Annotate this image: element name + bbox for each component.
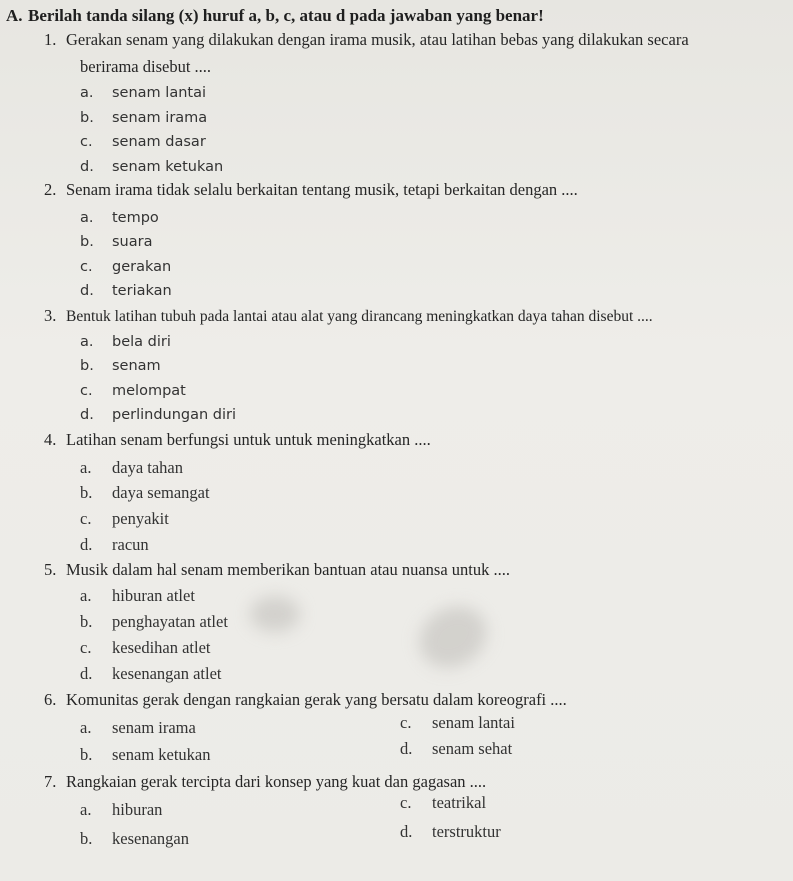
option-text: senam xyxy=(112,358,161,374)
option-letter: d. xyxy=(80,535,93,554)
option-text: kesenangan atlet xyxy=(112,664,222,683)
option-text: penghayatan atlet xyxy=(112,612,228,631)
option[interactable] xyxy=(80,800,162,820)
option[interactable] xyxy=(80,110,207,126)
option-text: terstruktur xyxy=(432,822,501,841)
option-text: bela diri xyxy=(112,334,171,350)
option-text: tempo xyxy=(112,210,159,226)
question-2 xyxy=(44,180,578,200)
option[interactable] xyxy=(80,407,236,423)
option-letter: d. xyxy=(80,407,94,423)
option-text: melompat xyxy=(112,383,186,399)
option[interactable] xyxy=(80,535,149,555)
option[interactable] xyxy=(80,829,189,849)
question-number: 6. xyxy=(44,690,57,709)
option[interactable] xyxy=(80,210,159,226)
option-text: penyakit xyxy=(112,509,169,528)
option[interactable] xyxy=(400,793,486,813)
option[interactable] xyxy=(80,85,206,101)
option[interactable] xyxy=(80,612,228,632)
option-text: teriakan xyxy=(112,283,172,299)
option[interactable] xyxy=(80,159,223,175)
option-letter: c. xyxy=(80,509,92,528)
option[interactable] xyxy=(400,739,512,759)
option-letter: b. xyxy=(80,612,93,631)
option-text: senam irama xyxy=(112,718,196,737)
option-text: gerakan xyxy=(112,259,172,275)
option-letter: a. xyxy=(80,718,92,737)
option-letter: b. xyxy=(80,745,93,764)
option[interactable] xyxy=(80,458,183,478)
question-5 xyxy=(44,560,510,580)
option-text: daya tahan xyxy=(112,458,184,477)
option-letter: a. xyxy=(80,210,94,226)
option[interactable] xyxy=(80,334,171,350)
option-text: senam dasar xyxy=(112,134,206,150)
option-letter: b. xyxy=(80,358,94,374)
option-letter: b. xyxy=(80,110,94,126)
option-letter: d. xyxy=(80,283,94,299)
option-letter: c. xyxy=(80,259,93,275)
option[interactable] xyxy=(80,483,210,503)
option-text: senam sehat xyxy=(432,739,513,758)
option[interactable] xyxy=(80,134,206,150)
section-instruction: Berilah tanda silang (x) huruf a, b, c, atau d pada jawaban yang benar! xyxy=(28,6,544,25)
option[interactable] xyxy=(80,509,169,529)
option-text: suara xyxy=(112,234,153,250)
option-letter: d. xyxy=(400,822,413,841)
option-text: senam lantai xyxy=(432,713,515,732)
option-letter: c. xyxy=(80,638,92,657)
smudge-mark xyxy=(250,596,300,632)
question-number: 4. xyxy=(44,430,57,449)
option-letter: b. xyxy=(80,829,93,848)
question-text: Rangkaian gerak tercipta dari konsep yang kuat dan gagasan .... xyxy=(66,772,487,791)
option[interactable] xyxy=(80,259,171,275)
question-text: Senam irama tidak selalu berkaitan tentang musik, tetapi berkaitan dengan .... xyxy=(66,180,578,199)
option-letter: a. xyxy=(80,586,92,605)
question-text: berirama disebut .... xyxy=(80,57,212,76)
option-letter: a. xyxy=(80,458,92,477)
question-3 xyxy=(44,306,653,326)
option-text: senam lantai xyxy=(112,85,206,101)
option-letter: a. xyxy=(80,85,94,101)
option-text: teatrikal xyxy=(432,793,487,812)
question-1 xyxy=(44,30,689,50)
question-number: 3. xyxy=(44,306,57,325)
option-letter: d. xyxy=(80,159,94,175)
option-text: senam ketukan xyxy=(112,159,224,175)
option-text: kesenangan xyxy=(112,829,189,848)
question-text: Latihan senam berfungsi untuk untuk meningkatkan .... xyxy=(66,430,431,449)
option-text: senam ketukan xyxy=(112,745,211,764)
question-number: 2. xyxy=(44,180,57,199)
option[interactable] xyxy=(400,822,501,842)
option-text: senam irama xyxy=(112,110,208,126)
option-letter: d. xyxy=(80,664,93,683)
option-letter: d. xyxy=(400,739,413,758)
option-letter: b. xyxy=(80,483,93,502)
option[interactable] xyxy=(80,383,186,399)
option[interactable] xyxy=(80,283,172,299)
option-text: perlindungan diri xyxy=(112,407,237,423)
question-number: 7. xyxy=(44,772,57,791)
option[interactable] xyxy=(80,664,222,684)
option-letter: c. xyxy=(400,793,412,812)
smudge-mark xyxy=(408,594,498,679)
question-text: Gerakan senam yang dilakukan dengan irama musik, atau latihan bebas yang dilakukan secara xyxy=(66,30,689,49)
option[interactable] xyxy=(80,745,211,765)
question-number: 5. xyxy=(44,560,57,579)
question-text: Musik dalam hal senam memberikan bantuan atau nuansa untuk .... xyxy=(66,560,511,579)
option-letter: c. xyxy=(80,134,93,150)
option-text: racun xyxy=(112,535,149,554)
option-letter: a. xyxy=(80,800,92,819)
option-letter: b. xyxy=(80,234,94,250)
option-letter: c. xyxy=(80,383,93,399)
question-text: Bentuk latihan tubuh pada lantai atau alat yang dirancang meningkatkan daya tahan disebut .... xyxy=(66,308,653,325)
option[interactable] xyxy=(80,234,152,250)
option[interactable] xyxy=(400,713,515,733)
option-text: kesedihan atlet xyxy=(112,638,211,657)
section-heading xyxy=(6,6,544,26)
question-6 xyxy=(44,690,567,710)
option[interactable] xyxy=(80,586,195,606)
question-text: Komunitas gerak dengan rangkaian gerak yang bersatu dalam koreografi .... xyxy=(66,690,567,709)
option-text: hiburan atlet xyxy=(112,586,195,605)
option-text: hiburan xyxy=(112,800,163,819)
option-letter: a. xyxy=(80,334,94,350)
question-number: 1. xyxy=(44,30,57,49)
option[interactable] xyxy=(80,358,161,374)
option-letter: c. xyxy=(400,713,412,732)
question-7 xyxy=(44,772,486,792)
question-4 xyxy=(44,430,431,450)
option-text: daya semangat xyxy=(112,483,210,502)
option[interactable] xyxy=(80,718,196,738)
option[interactable] xyxy=(80,638,211,658)
question-1-continued xyxy=(80,57,211,77)
section-letter: A. xyxy=(6,6,23,25)
